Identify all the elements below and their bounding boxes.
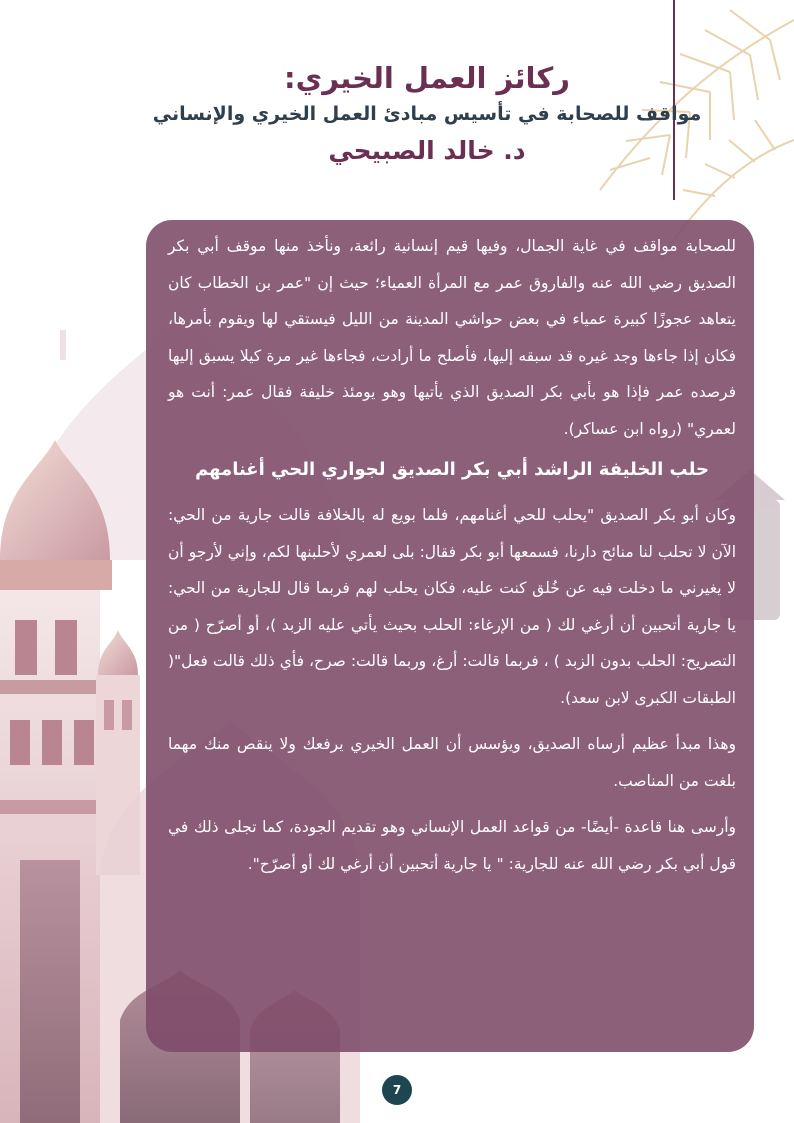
body-paragraph: وهذا مبدأ عظيم أرساه الصديق، ويؤسس أن العمل الخيري يرفعك ولا ينقص منك مهما بلغت من المناصب. bbox=[168, 735, 736, 790]
intro-paragraph: للصحابة مواقف في غاية الجمال، وفيها قيم إنسانية رائعة، ونأخذ منها موقف أبي بكر الصديق رضي الله عنه والفاروق عمر مع المرأة العمياء؛ حيث إن "عمر بن الخطاب كان يتعاهد عجوزًا كبيرة عمياء في بعض حواشي المدينة من الليل فيستقي لها ويقوم بأمرها، فكان إذا جاءها وجد غيره قد سبقه إليها، فأصلح ما أرادت، فجاءها غير مرة كيلا يسبق إليها فرصده عمر فإذا هو بأبي بكر الصديق الذي يأتيها وهو يومئذ خليفة فقال عمر: أنت هو لعمري" (رواه ابن عساكر). bbox=[168, 237, 736, 438]
mosque-tower bbox=[0, 440, 112, 1123]
body-paragraph: وكان أبو بكر الصديق "يحلب للحي أغنامهم، فلما بويع له بالخلافة قالت جارية من الحي: الآن لا تحلب لنا منائح دارنا، فسمعها أبو بكر فقال: بلى لعمري لأحلبنها لكم، وإني لأرجو أن لا يغيرني ما دخلت فيه عن خُلق كنت عليه، فكان يحلب لهم فربما قال للجارية من الحي: يا جارية أتحبين أن أرغي لك ( من الإرغاء: الحلب بحيث يأتي عليه الزبد )، أو أصرّح ( من التصريح: الحلب بدون الزبد ) ، فربما قالت: أرغ، وربما قالت: صرح، فأي ذلك قالت فعل"( الطبقات الكبرى لابن سعد). bbox=[168, 506, 736, 707]
article-body-card bbox=[146, 220, 754, 1052]
article-title: ركائز العمل الخيري: bbox=[284, 61, 570, 95]
article-subtitle: مواقف للصحابة في تأسيس مبادئ العمل الخيري والإنساني bbox=[152, 102, 702, 125]
author-name: د. خالد الصبيحي bbox=[328, 136, 526, 166]
page-number-badge: 7 bbox=[382, 1075, 412, 1105]
crescent-moon-icon bbox=[70, 300, 108, 340]
crescent-moon-icon bbox=[114, 622, 124, 633]
body-paragraph: وأرسى هنا قاعدة -أيضًا- من قواعد العمل الإنساني وهو تقديم الجودة، كما تجلى ذلك في قول أبي بكر رضي الله عنه للجارية: " يا جارية أتحبين أن أرغي لك أو أصرّح". bbox=[168, 818, 736, 873]
article-header bbox=[120, 60, 734, 168]
section-heading: حلب الخليفة الراشد أبي بكر الصديق لجواري الحي أغنامهم bbox=[195, 459, 709, 480]
crescent-moon-icon bbox=[41, 425, 56, 441]
